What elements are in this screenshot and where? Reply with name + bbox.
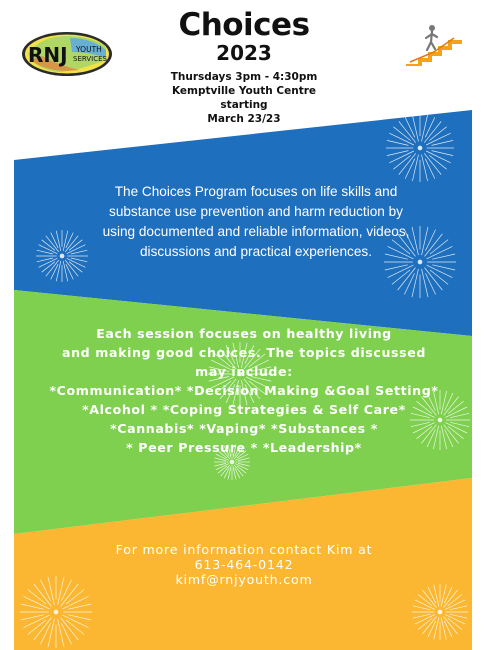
- topics-line: Each session focuses on healthy living: [96, 326, 392, 341]
- description-line: The Choices Program focuses on life skills and: [114, 184, 398, 199]
- topics-line: *Communication* *Decision Making &Goal Setting*: [49, 383, 439, 398]
- description-line: using documented and reliable information, videos,: [102, 224, 410, 239]
- topics-line: *Alcohol * *Coping Strategies & Self Care*: [82, 402, 406, 417]
- logo-sub-top: YOUTH: [76, 45, 102, 54]
- logo-main-text: RNJ: [28, 43, 68, 67]
- topics-line: may include:: [195, 364, 293, 379]
- topics-section: [6, 324, 482, 457]
- topics-line: and making good choices. The topics discussed: [62, 345, 426, 360]
- event-start-label: starting: [220, 99, 268, 111]
- logo-sub-bottom: SERVICES: [73, 55, 107, 63]
- person-climbing-stairs-icon: [404, 22, 464, 66]
- event-schedule: Thursdays 3pm - 4:30pm: [170, 71, 318, 83]
- event-year: 2023: [216, 41, 272, 65]
- event-start-date: March 23/23: [207, 113, 281, 125]
- contact-phone[interactable]: 613-464-0142: [194, 557, 294, 572]
- description-line: discussions and practical experiences.: [140, 244, 372, 259]
- description-line: substance use prevention and harm reduction by: [109, 204, 403, 219]
- event-title: Choices: [178, 7, 310, 43]
- program-description: [60, 182, 452, 262]
- topics-line: * Peer Pressure * *Leadership*: [126, 440, 362, 455]
- topics-line: *Cannabis* *Vaping* *Substances *: [110, 421, 378, 436]
- event-location: Kemptville Youth Centre: [171, 85, 317, 97]
- contact-email[interactable]: kimf@rnjyouth.com: [175, 572, 313, 587]
- rnj-youth-services-logo: [20, 30, 114, 78]
- contact-heading: For more information contact Kim at: [115, 542, 373, 557]
- event-header: [120, 8, 368, 126]
- contact-section: [40, 542, 448, 587]
